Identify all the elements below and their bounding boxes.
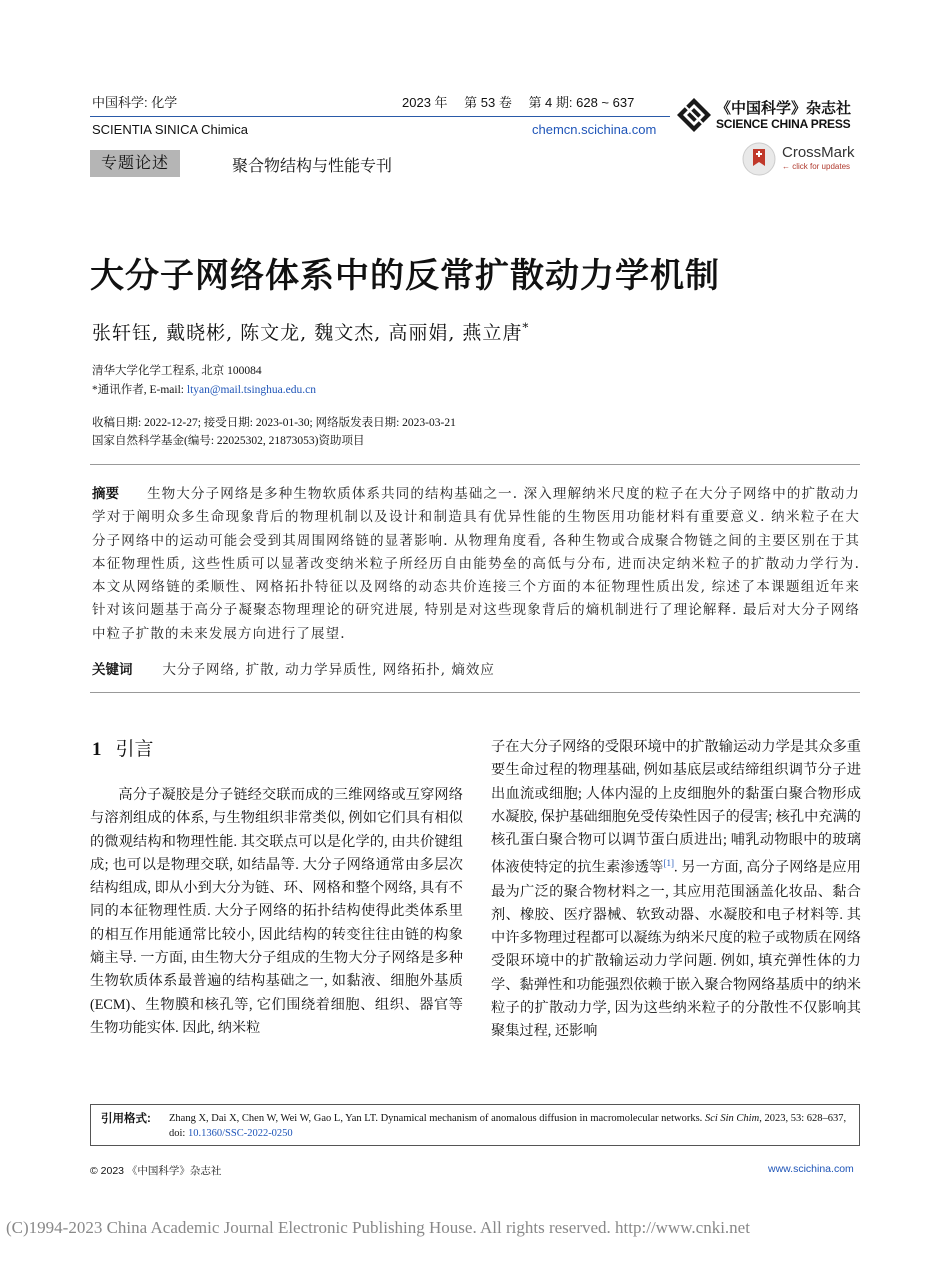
cnki-watermark: (C)1994-2023 China Academic Journal Electronic Publishing House. All rights reserved. http://www.cnki.net: [6, 1218, 750, 1237]
author-names: 张轩钰, 戴晓彬, 陈文龙, 魏文杰, 高丽娟, 燕立唐: [92, 322, 523, 344]
header-divider: [90, 116, 670, 117]
body-text-right-b: . 另一方面, 高分子网络是应用最为广泛的聚合物材料之一, 其应用范围涵盖化妆品、黏合剂、橡胶、医疗器械、软致动器、水凝胶和电子材料等. 其中许多物理过程都可以凝练为纳米尺度的粒子或物质在网络受限环境中的扩散输运动力学问题. 例如, 填充弹性体的力学、黏弹性和功能强烈依赖于嵌入聚合物网络基质中的纳米粒子的扩散动力学, 因为这些纳米粒子的分散性不仅影响其聚集过程, 还影响: [491, 860, 861, 1040]
body-text-right-a: 子在大分子网络的受限环境中的扩散输运动力学是其众多重要生命过程的物理基础, 例如基底层或结缔组织调节分子进出血流或细胞; 人体内湿的上皮细胞外的黏蛋白聚合物形成水凝胶, 保护基础细胞免受传染性因子的侵害; 核孔中充满的核孔蛋白聚合物可以调节蛋白质进出; 哺乳动物眼中的玻璃体液使特定的抗生素渗透等: [491, 739, 861, 877]
keywords: [92, 658, 495, 678]
crossmark-subtitle: ← click for updates: [782, 162, 851, 171]
abstract-top-rule: [90, 464, 860, 465]
correspondence-prefix: *通讯作者, E-mail:: [92, 384, 187, 396]
article-title: 大分子网络体系中的反常扩散动力学机制: [90, 258, 720, 295]
section-number: 1: [92, 739, 102, 760]
publisher-name-en: SCIENCE CHINA PRESS: [716, 117, 851, 131]
body-column-left: 高分子凝胶是分子链经交联而成的三维网络或互穿网络与溶剂组成的体系, 与生物组织非常类似, 例如它们具有相似的微观结构和物理性能. 其交联点可以是化学的, 由共价键组成; 也可以是物理交联, 如结晶等. 大分子网络通常由多层次结构组成, 即从小到大分为链、环、网格和整个网络, 具有不同的本征物理性质. 大分子网络的拓扑结构使得此类体系里的相互作用能通常比较小, 因此结构的转变往往由链的构象熵主导. 一方面, 由生物大分子组成的生物大分子网络是多种生物软质体系最普遍的结构基础之一, 如黏液、细胞外基质(ECM)、生物膜和核孔等, 它们围绕着细胞、组织、器官等生物功能实体. 因此, 纳米粒: [90, 787, 463, 1036]
citation-label: 引用格式:: [101, 1113, 151, 1125]
keywords-label: 关键词: [92, 662, 133, 677]
keywords-text: 大分子网络, 扩散, 动力学异质性, 网络拓扑, 熵效应: [162, 662, 495, 678]
citation-text: [169, 1111, 849, 1141]
publisher-mark-icon: [676, 97, 712, 133]
abstract: [92, 482, 860, 646]
section-heading: [92, 734, 154, 761]
citation-journal: Sci Sin Chim: [704, 1113, 760, 1124]
reference-link[interactable]: [1]: [663, 858, 675, 869]
abstract-label: 摘要: [92, 486, 120, 501]
crossmark-badge[interactable]: [742, 142, 862, 178]
affiliation: 清华大学化学工程系, 北京 100084: [92, 365, 262, 377]
journal-name-cn: 中国科学: 化学: [92, 95, 178, 110]
citation-box: [90, 1104, 860, 1146]
doi-link[interactable]: 10.1360/SSC-2022-0250: [187, 1128, 293, 1139]
crossmark-title: CrossMark: [782, 144, 855, 161]
copyright: © 2023 《中国科学》杂志社: [90, 1165, 222, 1177]
funding: 国家自然科学基金(编号: 22025302, 21873053)资助项目: [92, 435, 365, 447]
citation-authors-title: Zhang X, Dai X, Chen W, Wei W, Gao L, Yan LT. Dynamical mechanism of anomalous diffusion in macromolecular networks.: [169, 1113, 705, 1124]
author-list: [92, 318, 529, 345]
section-title: 引言: [115, 739, 154, 760]
corresponding-mark: *: [522, 320, 530, 335]
journal-site-link[interactable]: chemcn.scichina.com: [532, 122, 657, 137]
special-issue-label: 聚合物结构与性能专刊: [232, 158, 393, 175]
journal-name-en: SCIENTIA SINICA Chimica: [92, 122, 249, 137]
footer-site-link[interactable]: www.scichina.com: [768, 1163, 854, 1175]
publisher-name-cn: 《中国科学》杂志社: [716, 101, 852, 117]
section-tag: 专题论述: [90, 150, 180, 177]
publisher-logo: [676, 95, 866, 135]
email-link[interactable]: ltyan@mail.tsinghua.edu.cn: [186, 384, 316, 396]
abstract-text: 生物大分子网络是多种生物软质体系共同的结构基础之一. 深入理解纳米尺度的粒子在大分子网络中的扩散动力学对于阐明众多生命现象背后的物理机制以及设计和制造具有优异性能的生物医用功能材料有重要意义. 纳米粒子在大分子网络中的运动可能会受到其周围网络链的显著影响. 从物理角度看, 各种生物或合成聚合物链之间的主要区别在于其本征物理性质, 这些性质可以显著改变纳米粒子所经历自由能势垒的高低与分布, 进而决定纳米粒子的扩散动力学行为. 本文从网络链的柔顺性、网格拓扑特征以及网络的动态共价连接三个方面的本征物理性质出发, 综述了本课题组近年来针对该问题基于高分子凝聚态物理理论的研究进展, 特别是对这些现象背后的熵机制进行了理论解释. 最后对大分子网络中粒子扩散的未来发展方向进行了展望.: [92, 486, 860, 642]
correspondence: [92, 381, 316, 397]
issue-info: 2023 年 第 53 卷 第 4 期: 628 ~ 637: [402, 95, 635, 110]
body-column-right: [491, 736, 861, 1044]
received-dates: 收稿日期: 2022-12-27; 接受日期: 2023-01-30; 网络版发表日期: 2023-03-21: [92, 417, 456, 429]
keywords-bottom-rule: [90, 692, 860, 693]
citation-volume: , 2023, 53: 628–637, doi:: [169, 1113, 847, 1139]
crossmark-icon: [742, 142, 776, 176]
